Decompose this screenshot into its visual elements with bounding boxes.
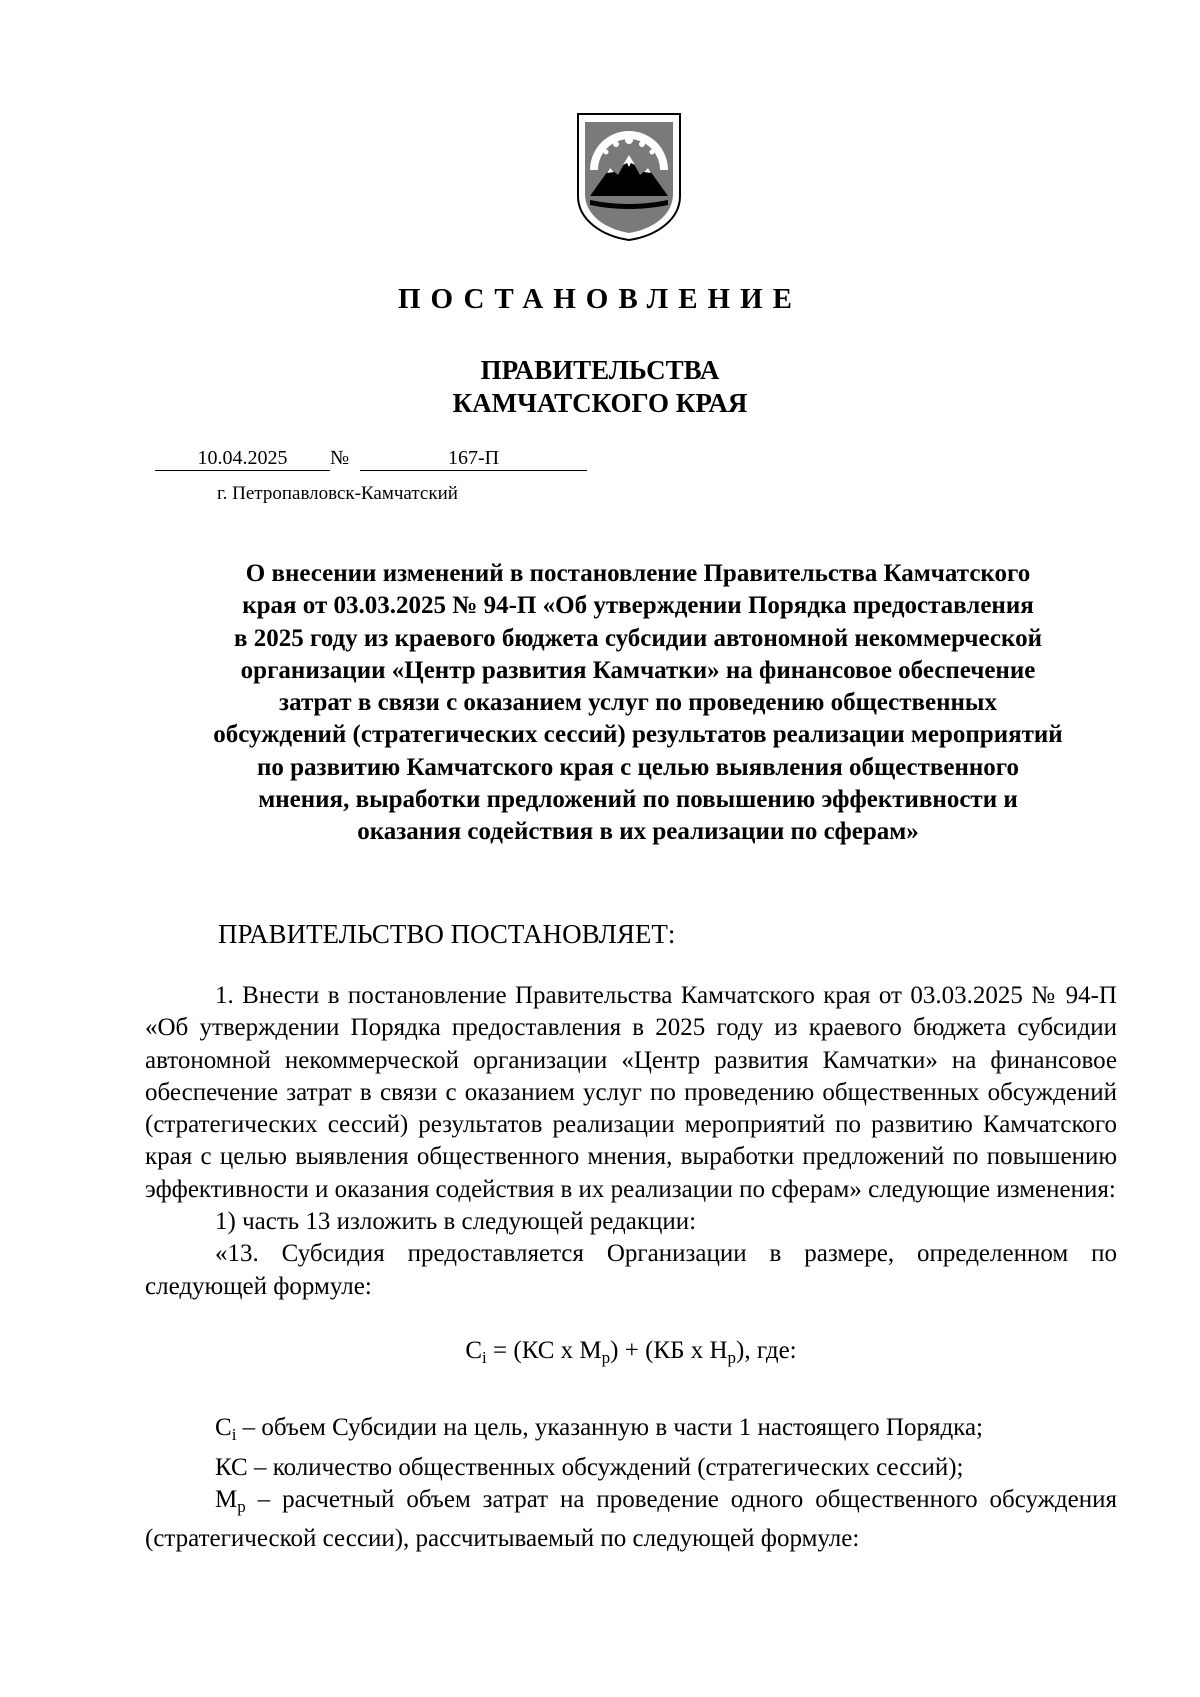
city-line: г. Петропавловск-Камчатский (217, 483, 458, 504)
title-line: организации «Центр развития Камчатки» на финансовое обеспечение (240, 656, 1036, 684)
document-date: 10.04.2025 (155, 446, 330, 471)
definition-symbol: C (215, 1414, 232, 1442)
document-type-heading: ПОСТАНОВЛЕНИЕ (397, 283, 802, 315)
coat-of-arms-emblem (576, 112, 682, 242)
definition-subscript: i (231, 1425, 237, 1445)
definition-symbol: М (215, 1485, 238, 1513)
subsidy-formula (145, 1335, 1117, 1374)
number-sign: № (330, 447, 350, 469)
formula-part-2: ) + (КБ x Н (610, 1336, 728, 1364)
issuing-body-line-1: ПРАВИТЕЛЬСТВА (480, 355, 720, 385)
definition-text: – расчетный объем затрат на проведение одного общественного обсуждения (стратегической сессии), рассчитываемый по следующей формуле: (145, 1485, 1117, 1553)
formula-subscript-p: р (601, 1347, 611, 1367)
document-number: 167-П (360, 446, 587, 471)
definition-subscript: р (237, 1496, 246, 1516)
formula-subscript-i: i (482, 1347, 487, 1367)
title-line: оказания содействия в их реализации по сферам» (357, 818, 919, 846)
resolution-heading: ПРАВИТЕЛЬСТВО ПОСТАНОВЛЯЕТ: (218, 919, 676, 949)
title-line: обсуждений (стратегических сессий) результатов реализации мероприятий (213, 721, 1063, 749)
title-line: мнения, выработки предложений по повышению эффективности и (258, 786, 1018, 814)
issuing-body-line-2: КАМЧАТСКОГО КРАЯ (452, 388, 748, 418)
title-line: края от 03.03.2025 № 94-П «Об утверждении Порядка предоставления (242, 592, 1034, 620)
document-title (148, 558, 1128, 849)
title-line: по развитию Камчатского края с целью выявления общественного (256, 753, 1020, 781)
document-body (145, 980, 1117, 1555)
definition-c (145, 1412, 1117, 1451)
date-number-row (155, 446, 587, 471)
formula-part-3: ), где: (736, 1336, 797, 1364)
definition-m (145, 1484, 1117, 1556)
formula-subscript-p: р (727, 1347, 737, 1367)
paragraph-1: 1. Внести в постановление Правительства Камчатского края от 03.03.2025 № 94-П «Об утверждении Порядка предоставления в 2025 году из краевого бюджета субсидии автономной некоммерческой организации «Центр развития Камчатки» на финансовое обеспечение затрат в связи с оказанием услуг по проведению общественных обсуждений (стратегических сессий) результатов реализации мероприятий по развитию Камчатского края с целью выявления общественного мнения, выработки предложений по повышению эффективности и оказания содействия в их реализации по сферам» следующие изменения: (145, 982, 1117, 1203)
definition-text: – объем Субсидии на цель, указанную в части 1 настоящего Порядка; (236, 1414, 983, 1442)
title-line: О внесении изменений в постановление Правительства Камчатского (245, 560, 1031, 587)
formula-symbol-c: C (465, 1336, 483, 1364)
paragraph-3: «13. Субсидия предоставляется Организации в размере, определенном по следующей формуле: (145, 1240, 1117, 1300)
definition-kc: КС – количество общественных обсуждений (стратегических сессий); (215, 1453, 964, 1481)
title-line: в 2025 году из краевого бюджета субсидии автономной некоммерческой (234, 624, 1042, 652)
title-line: затрат в связи с оказанием услуг по проведению общественных (279, 689, 997, 717)
paragraph-2: 1) часть 13 изложить в следующей редакции: (215, 1208, 697, 1236)
formula-part-1: = (КС x М (486, 1336, 602, 1364)
